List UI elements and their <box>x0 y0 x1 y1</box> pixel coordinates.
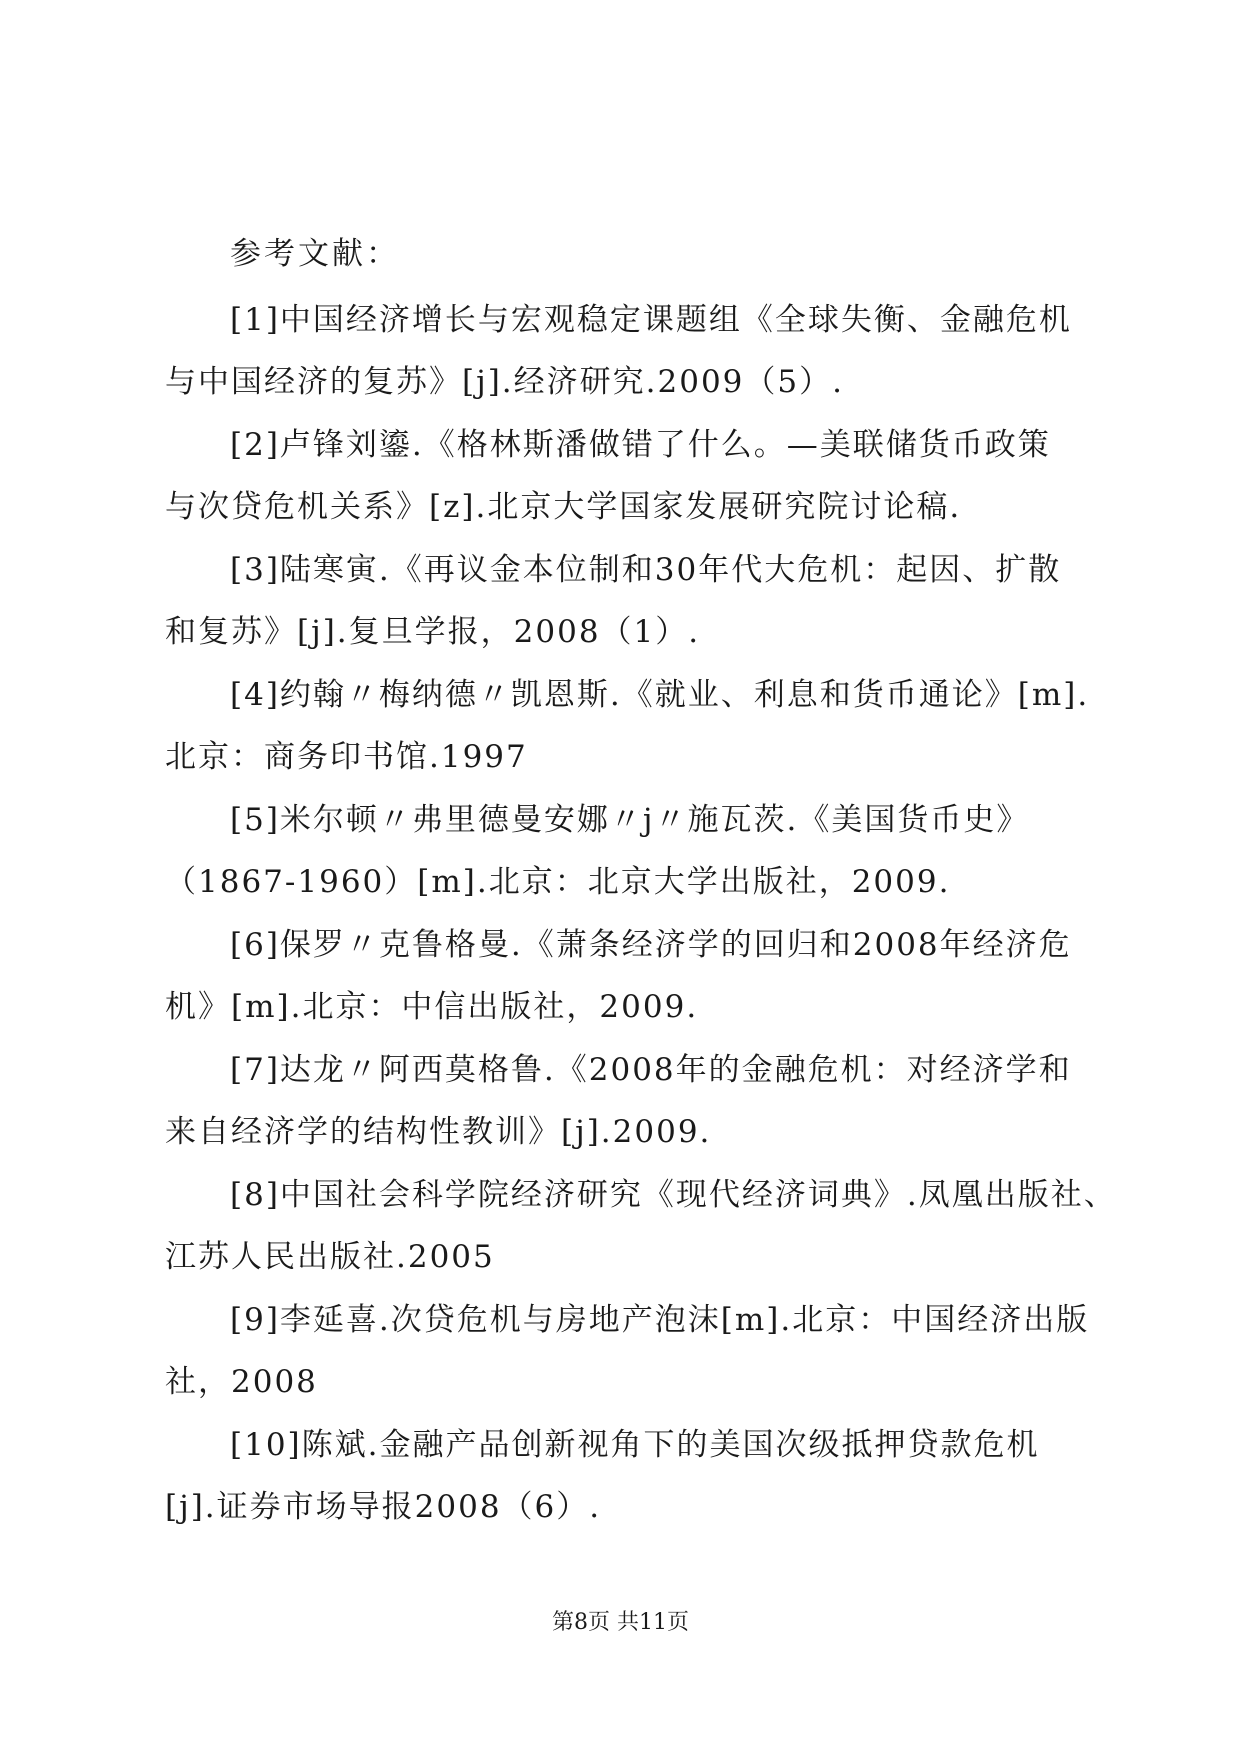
reference-list <box>165 298 1117 1548</box>
reference-line: [5]米尔顿〃弗里德曼安娜〃j〃施瓦茨.《美国货币史》 <box>230 802 1030 838</box>
reference-line: [j].证券市场导报2008（6）. <box>165 1489 602 1525</box>
reference-line: 来自经济学的结构性教训》[j].2009. <box>165 1114 712 1150</box>
reference-item-4 <box>165 673 1090 798</box>
reference-line: [1]中国经济增长与宏观稳定课题组《全球失衡、金融危机 <box>230 302 1072 338</box>
reference-line: 北京：商务印书馆.1997 <box>165 739 528 775</box>
reference-item-10 <box>165 1423 1085 1548</box>
reference-item-7 <box>165 1048 1085 1173</box>
reference-item-6 <box>165 923 1085 1048</box>
reference-line: [7]达龙〃阿西莫格鲁.《2008年的金融危机：对经济学和 <box>230 1052 1072 1088</box>
reference-line: [8]中国社会科学院经济研究《现代经济词典》.凤凰出版社、 <box>230 1177 1117 1213</box>
reference-line: [9]李延喜.次贷危机与房地产泡沫[m].北京：中国经济出版 <box>230 1302 1090 1338</box>
reference-line: [10]陈斌.金融产品创新视角下的美国次级抵押贷款危机 <box>230 1427 1040 1463</box>
reference-line: 江苏人民出版社.2005 <box>165 1239 495 1275</box>
reference-item-5 <box>165 798 1085 923</box>
reference-line: 机》[m].北京：中信出版社，2009. <box>165 989 699 1025</box>
reference-line: 社，2008 <box>165 1364 318 1400</box>
reference-item-9 <box>165 1298 1090 1423</box>
reference-line: 和复苏》[j].复旦学报，2008（1）. <box>165 614 701 650</box>
reference-item-8 <box>165 1173 1117 1298</box>
reference-item-3 <box>165 548 1085 673</box>
reference-line: [2]卢锋刘鎏.《格林斯潘做错了什么。—美联储货币政策 <box>230 427 1051 463</box>
reference-item-1 <box>165 298 1085 423</box>
reference-line: [3]陆寒寅.《再议金本位制和30年代大危机：起因、扩散 <box>230 552 1062 588</box>
references-heading: 参考文献： <box>230 236 400 272</box>
reference-item-2 <box>165 423 1085 548</box>
reference-line: 与中国经济的复苏》[j].经济研究.2009（5）. <box>165 364 844 400</box>
reference-line: 与次贷危机关系》[z].北京大学国家发展研究院讨论稿. <box>165 489 962 525</box>
reference-line: [6]保罗〃克鲁格曼.《萧条经济学的回归和2008年经济危 <box>230 927 1072 963</box>
page-footer: 第8页 共11页 <box>552 1610 689 1635</box>
reference-line: [4]约翰〃梅纳德〃凯恩斯.《就业、利息和货币通论》[m]. <box>230 677 1090 713</box>
reference-line: （1867-1960）[m].北京：北京大学出版社，2009. <box>165 864 951 900</box>
